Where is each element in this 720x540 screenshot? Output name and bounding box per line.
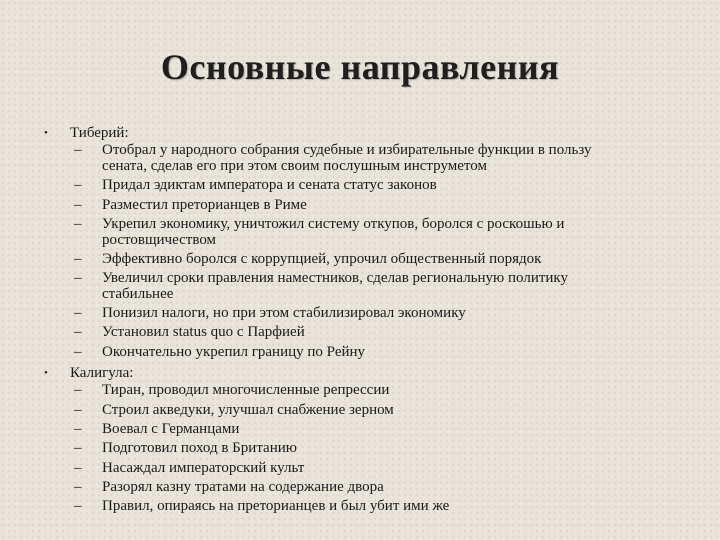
dash-icon: –	[74, 215, 82, 232]
section-heading-text: Калигула:	[70, 365, 134, 382]
dash-icon: –	[74, 324, 82, 341]
list-item	[0, 345, 720, 361]
list-item	[0, 422, 720, 438]
list-item-text: Насаждал императорский культ	[102, 459, 305, 476]
list-item-text: Строил акведуки, улучшал снабжение зерном	[102, 401, 394, 418]
section-heading-text: Тиберий:	[70, 125, 129, 141]
bullet-icon: •	[44, 127, 48, 139]
list-item-text: Укрепил экономику, уничтожил систему откупов, боролся с роскошью и ростовщичеством	[102, 215, 565, 248]
dash-icon: –	[74, 177, 82, 194]
dash-icon: –	[74, 459, 82, 476]
list-item-text: Воевал с Германцами	[102, 420, 240, 437]
bullet-icon: •	[44, 367, 48, 380]
list-item-text: Окончательно укрепил границу по Рейну	[102, 343, 366, 360]
list-item	[0, 403, 720, 419]
list-item-text: Тиран, проводил многочисленные репрессии	[102, 382, 390, 399]
dash-icon: –	[74, 142, 82, 159]
list-item	[0, 143, 720, 174]
section-caligula	[0, 364, 720, 515]
slide-content	[0, 124, 720, 518]
dash-icon: –	[74, 498, 82, 515]
list-item	[0, 325, 720, 341]
dash-icon: –	[74, 343, 82, 360]
list-item	[0, 198, 720, 214]
list-item-text: Придал эдиктам императора и сената статус законов	[102, 177, 437, 194]
list-item-text: Эффективно боролся с коррупцией, упрочил общественный порядок	[102, 250, 542, 267]
dash-icon: –	[74, 305, 82, 322]
list-item	[0, 252, 720, 268]
section-heading	[0, 124, 720, 143]
list-item-text: Разместил преторианцев в Риме	[102, 196, 307, 213]
list-item	[0, 480, 720, 496]
dash-icon: –	[74, 270, 82, 287]
dash-icon: –	[74, 420, 82, 437]
list-item	[0, 441, 720, 457]
dash-icon: –	[74, 401, 82, 418]
list-item	[0, 217, 720, 248]
sub-list	[0, 383, 720, 514]
list-item-text: Отобрал у народного собрания судебные и избирательные функции в пользу сената, сделав его при этом своим послушным инструметом	[102, 142, 592, 174]
list-item	[0, 499, 720, 515]
dash-icon: –	[74, 196, 82, 213]
list-item	[0, 271, 720, 302]
list-item	[0, 306, 720, 322]
list-item-text: Правил, опираясь на преторианцев и был убит ими же	[102, 498, 450, 515]
dash-icon: –	[74, 478, 82, 495]
list-item	[0, 461, 720, 477]
list-item	[0, 383, 720, 399]
list-item	[0, 178, 720, 194]
section-tiberius	[0, 124, 720, 360]
list-item-text: Подготовил поход в Британию	[102, 440, 297, 457]
section-heading	[0, 364, 720, 383]
dash-icon: –	[74, 250, 82, 267]
list-item-text: Разорял казну тратами на содержание двора	[102, 478, 384, 495]
slide-title: Основные направления	[160, 47, 560, 87]
list-item-text: Установил status quo с Парфией	[102, 324, 305, 341]
dash-icon: –	[74, 382, 82, 399]
list-item-text: Увеличил сроки правления наместников, сделав региональную политику стабильнее	[102, 270, 569, 302]
list-item-text: Понизил налоги, но при этом стабилизировал экономику	[102, 305, 466, 322]
dash-icon: –	[74, 440, 82, 457]
sub-list	[0, 143, 720, 360]
